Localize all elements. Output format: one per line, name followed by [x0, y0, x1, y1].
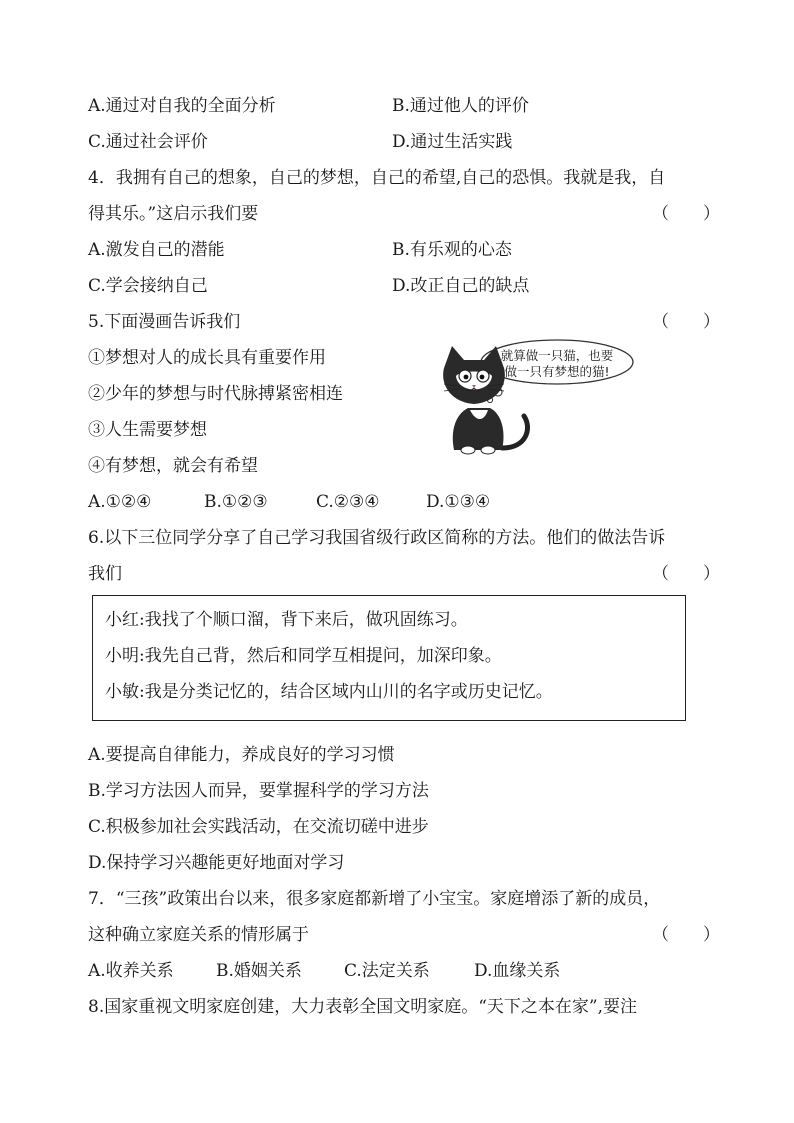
q5-option-a: A.①②④ [88, 492, 152, 512]
q4-stem-line2: 得其乐。”这启示我们要 [88, 204, 259, 224]
q3-option-d: D.通过生活实践 [392, 132, 513, 152]
q3-option-b: B.通过他人的评价 [392, 96, 529, 116]
q5-answer-paren: （ ） [652, 312, 720, 332]
q6-material-line-2: 小明:我先自己背，然后和同学互相提问，加深印象。 [105, 646, 502, 666]
q7-stem-line1: 7．“三孩”政策出台以来，很多家庭都新增了小宝宝。家庭增添了新的成员， [88, 889, 661, 909]
thought-bubble-text [490, 348, 624, 380]
q5-option-d: D.①③④ [426, 492, 491, 512]
q5-item-2: ②少年的梦想与时代脉搏紧密相连 [88, 384, 343, 404]
q6-option-c: C.积极参加社会实践活动，在交流切磋中进步 [88, 817, 429, 837]
q4-option-c: C.学会接纳自己 [88, 276, 208, 296]
q6-stem-line2: 我们 [88, 564, 122, 584]
q5-item-1: ①梦想对人的成长具有重要作用 [88, 348, 326, 368]
q8-stem-line1: 8.国家重视文明家庭创建，大力表彰全国文明家庭。“天下之本在家”,要注 [88, 997, 638, 1017]
q4-option-b: B.有乐观的心态 [392, 240, 512, 260]
q6-option-d: D.保持学习兴趣能更好地面对学习 [88, 853, 345, 873]
bubble-line-1: 就算做一只猫，也要 [500, 348, 614, 363]
q7-stem-line2: 这种确立家庭关系的情形属于 [88, 925, 309, 945]
q5-options-row [88, 490, 491, 514]
q7-options-row [88, 959, 561, 983]
q4-option-d: D.改正自己的缺点 [392, 276, 530, 296]
q5-item-3: ③人生需要梦想 [88, 420, 207, 440]
q6-material-line-1: 小红:我找了个顺口溜，背下来后，做巩固练习。 [105, 610, 468, 630]
q3-option-row-2 [88, 130, 513, 154]
q7-option-c: C.法定关系 [344, 961, 430, 981]
q6-stem-line1: 6.以下三位同学分享了自己学习我国省级行政区简称的方法。他们的做法告诉 [88, 528, 666, 548]
q7-option-b: B.婚姻关系 [216, 961, 302, 981]
bubble-line-2: 做一只有梦想的猫! [504, 364, 610, 379]
q7-option-a: A.收养关系 [88, 961, 174, 981]
q6-material-line-3: 小敏:我是分类记忆的，结合区域内山川的名字或历史记忆。 [105, 682, 553, 702]
q3-option-a: A.通过对自我的全面分析 [88, 96, 276, 116]
q3-option-row-1 [88, 94, 529, 118]
q4-option-a: A.激发自己的潜能 [88, 240, 225, 260]
q4-stem-line1: 4．我拥有自己的想象，自己的梦想，自己的希望,自己的恐惧。我就是我，自 [88, 168, 666, 188]
q3-option-c: C.通过社会评价 [88, 132, 208, 152]
cartoon-cat-illustration [432, 338, 722, 458]
q6-option-b: B.学习方法因人而异，要掌握科学的学习方法 [88, 781, 429, 801]
q6-material-box [92, 595, 686, 721]
q5-stem: 5.下面漫画告诉我们 [88, 312, 241, 332]
q7-option-d: D.血缘关系 [474, 961, 561, 981]
q6-answer-paren: （ ） [652, 564, 720, 584]
q4-option-row-2 [88, 274, 530, 298]
q7-answer-paren: （ ） [652, 925, 720, 945]
q6-option-a: A.要提高自律能力，养成良好的学习习惯 [88, 745, 395, 765]
q4-option-row-1 [88, 238, 512, 262]
q5-item-4: ④有梦想，就会有希望 [88, 456, 258, 476]
q5-option-c: C.②③④ [316, 492, 380, 512]
q4-answer-paren: （ ） [652, 204, 720, 224]
q5-option-b: B.①②③ [204, 492, 268, 512]
